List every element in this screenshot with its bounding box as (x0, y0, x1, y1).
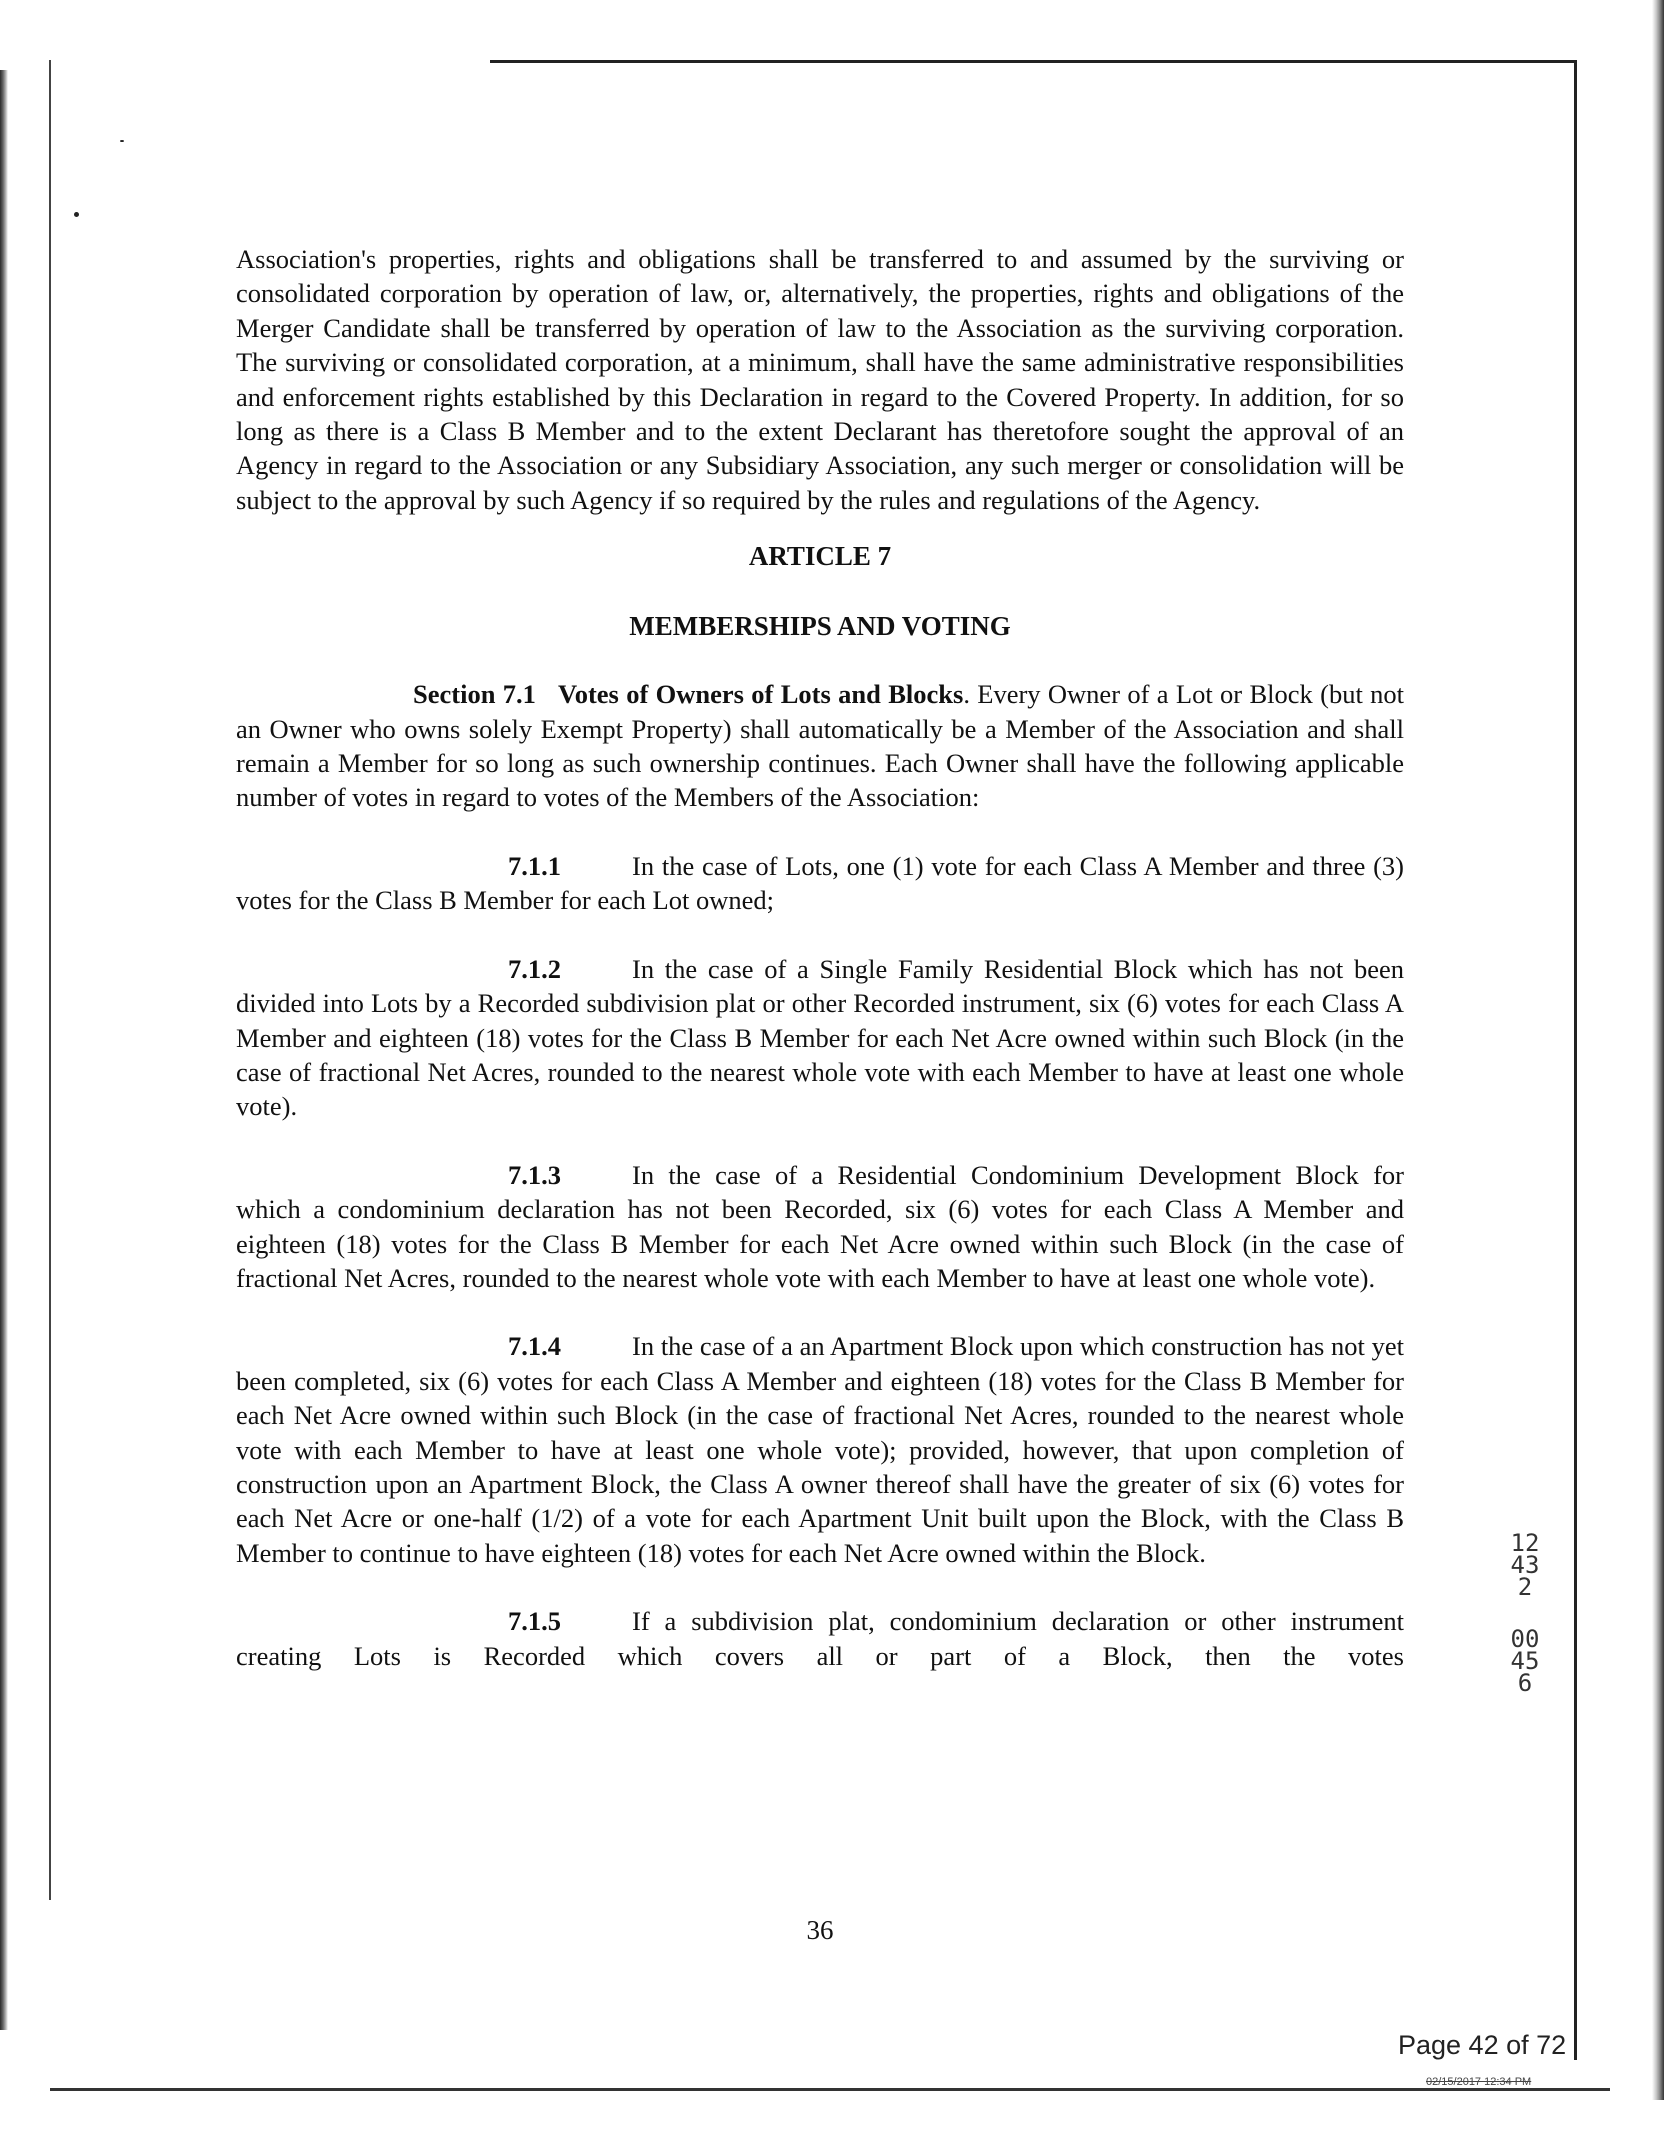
date-stamp: 02/15/2017 12:34 PM (1426, 2076, 1532, 2088)
section-7-1-paragraph (236, 677, 1404, 815)
subsection-paragraph (236, 1329, 1404, 1570)
side-code-bottom: 00456 (1510, 1625, 1540, 1697)
section-title: Votes of Owners of Lots and Blocks (557, 679, 964, 710)
page-count-stamp: Page 42 of 72 (1398, 2030, 1567, 2060)
subsection-text: In the case of a Single Family Residential Block which has not been divided into Lots by a Recorded subdivision plat or other Recorded instrument, six (6) votes for each Class A Member and eighteen (18) votes for the Class B Member for each Net Acre owned within such Block (in the case of fractional Net Acres, rounded to the nearest whole vote with each Member to have at least one whole vote). (236, 953, 1404, 1122)
subsection-text: In the case of Lots, one (1) vote for each Class A Member and three (3) votes for the Class B Member for each Lot owned; (236, 850, 1404, 916)
subsection-number: 7.1.2 (508, 953, 561, 984)
subsection-paragraph (236, 952, 1404, 1124)
frame-line-bottom (50, 2088, 1610, 2091)
document-body (236, 242, 1404, 1673)
article-subtitle: MEMBERSHIPS AND VOTING (629, 611, 1011, 642)
scan-edge-right (1652, 0, 1664, 2100)
subsection-number: 7.1.4 (508, 1331, 561, 1362)
frame-line-left (49, 60, 51, 1900)
intro-paragraph: Association's properties, rights and obligations shall be transferred to and assumed by the surviving or consolidated corporation by operation of law, or, alternatively, the properties, rights and obligations of the Merger Candidate shall be transferred by operation of law to the Association as the surviving corporation. The surviving or consolidated corporation, at a minimum, shall have the same administrative responsibilities and enforcement rights established by this Declaration in regard to the Covered Property. In addition, for so long as there is a Class B Member and to the extent Declarant has theretofore sought the approval of an Agency in regard to the Association or any Subsidiary Association, any such merger or consolidation will be subject to the approval by such Agency if so required by the rules and regulations of the Agency. (236, 244, 1404, 515)
subsection-paragraph (236, 1158, 1404, 1296)
subsection-number: 7.1.3 (508, 1159, 561, 1190)
section-text: . Every Owner of a Lot or Block (but not an Owner who owns solely Exempt Property) shall automatically be a Member of the Association and shall remain a Member for so long as such ownership continues. Each Owner shall have the following applicable number of votes in regard to votes of the Members of the Association: (236, 679, 1405, 813)
section-number: Section 7.1 (413, 679, 536, 710)
subsection-paragraph (236, 849, 1404, 918)
subsection-number: 7.1.1 (508, 850, 561, 881)
scan-speck (120, 140, 124, 142)
frame-line-top (490, 60, 1576, 63)
subsection-text: In the case of a an Apartment Block upon which construction has not yet been completed, six (6) votes for each Class A Member and eighteen (18) votes for the Class B Member for each Net Acre owned within such Block (in the case of fractional Net Acres, rounded to the nearest whole vote with each Member to have at least one whole vote); provided, however, that upon completion of construction upon an Apartment Block, the Class A owner thereof shall have the greater of six (6) votes for each Net Acre or one-half (1/2) of a vote for each Apartment Unit built upon the Block, with the Class B Member to continue to have eighteen (18) votes for each Net Acre owned within the Block. (236, 1331, 1404, 1568)
side-code-top: 12432 (1510, 1529, 1540, 1601)
subsection-text: If a subdivision plat, condominium declaration or other instrument creating Lots is Recorded which covers all or part of a Block, then the votes (236, 1606, 1404, 1671)
subsection-number: 7.1.5 (508, 1606, 561, 1637)
article-title: ARTICLE 7 (748, 541, 892, 572)
side-recording-code (1505, 1529, 1545, 1697)
subsection-paragraph (236, 1604, 1404, 1673)
subsection-text: In the case of a Residential Condominium Development Block for which a condominium declaration has not been Recorded, six (6) votes for each Class A Member and eighteen (18) votes for the Class B Member for each Net Acre owned within such Block (in the case of fractional Net Acres, rounded to the nearest whole vote with each Member to have at least one whole vote). (236, 1159, 1404, 1293)
scan-speck (74, 212, 79, 217)
scan-edge-left (0, 70, 8, 2030)
frame-line-right (1574, 60, 1577, 2060)
page-number: 36 (806, 1915, 834, 1945)
